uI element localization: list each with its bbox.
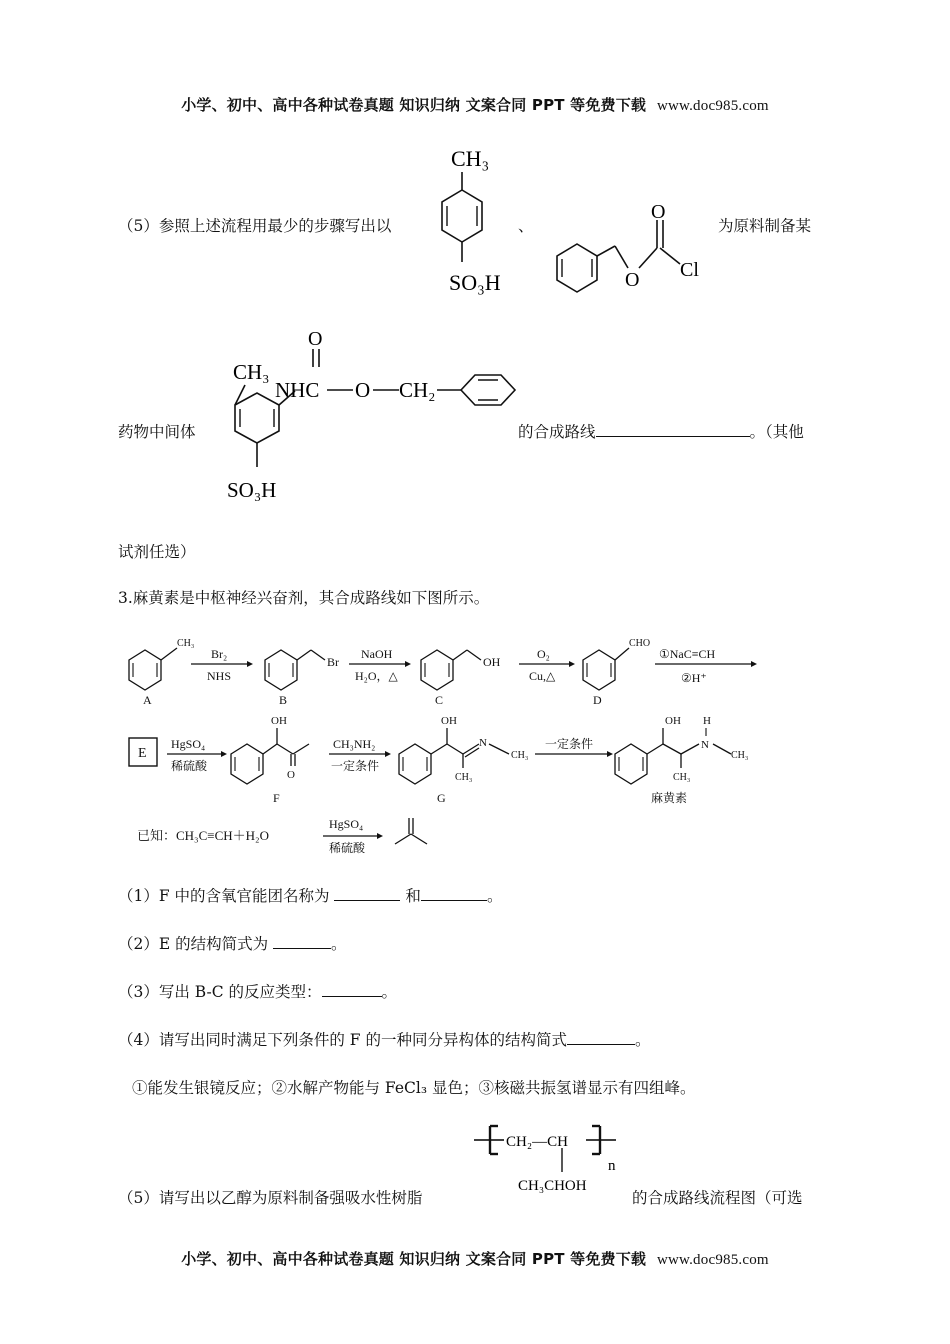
reagent-nacch: ①NaC≡CH — [659, 647, 716, 661]
ch3-label: CH₃ — [233, 360, 270, 384]
header-text: 小学、初中、高中各种试卷真题 知识归纳 文案合同 PPT 等免费下载 — [181, 96, 647, 114]
ch3-label: CH₃ — [451, 146, 490, 171]
oh-label: OH — [665, 715, 681, 727]
known-dilute-h2so4: 稀硫酸 — [329, 841, 366, 855]
nhc-label: NHC — [275, 378, 320, 402]
polymer-n: n — [608, 1158, 616, 1174]
known-hgso4: HgSO₄ — [329, 817, 364, 831]
ch3-label: CH₃ — [731, 750, 749, 761]
target-intermediate-structure — [205, 325, 525, 515]
reagent-br2: Br₂ — [211, 647, 228, 661]
known-reaction: 已知：CH₃C≡CH＋H₂O — [137, 828, 269, 843]
q3-sub1-and: 和 — [405, 887, 421, 905]
q5-suffix: 为原料制备某 — [718, 217, 812, 235]
o-carbonyl-label: O — [651, 201, 666, 223]
q3-sub1 — [118, 884, 502, 906]
q5-line2-prefix: 药物中间体 — [118, 423, 196, 441]
footer-text: 小学、初中、高中各种试卷真题 知识归纳 文案合同 PPT 等免费下载 — [181, 1250, 647, 1268]
reagent-hgso4: HgSO₄ — [171, 737, 206, 751]
so3h-label: SO₃H — [449, 270, 501, 295]
q3-sub1-end: 。 — [486, 887, 503, 905]
q3-sub5-prefix: （5）请写出以乙醇为原料制备强吸水性树脂 — [118, 1189, 423, 1207]
toluenesulfonic-acid-structure — [425, 140, 535, 300]
q3-sub2-end: 。 — [331, 935, 347, 953]
q3-sub2-text: （2）E 的结构简式为 — [118, 935, 269, 953]
ch3-label: CH₃ — [455, 772, 473, 783]
q5-line2-suffix — [518, 420, 804, 442]
q3-sub4-text: （4）请写出同时满足下列条件的 F 的一种同分异构体的结构简式 — [118, 1031, 567, 1049]
reagent-h2o: H₂O，△ — [355, 669, 398, 683]
footer-url: www.doc985.com — [656, 1252, 769, 1268]
reagent-h-plus: ②H⁺ — [681, 671, 707, 685]
q3-sub3 — [118, 980, 397, 1002]
label-f: F — [273, 791, 280, 805]
polymer-side-chain: CH₃CHOH — [518, 1178, 587, 1194]
header-url: www.doc985.com — [656, 98, 769, 114]
q5-separator: 、 — [518, 217, 534, 235]
q3-sub3-text: （3）写出 B-C 的反应类型： — [118, 983, 322, 1001]
cl-label: Cl — [680, 259, 699, 281]
q5-line3: 试剂任选） — [118, 543, 196, 561]
label-b: B — [279, 693, 288, 707]
ch3-label: CH₃ — [673, 772, 691, 783]
answer-blank[interactable] — [273, 934, 331, 949]
label-d: D — [593, 693, 602, 707]
ch2-label: CH₂ — [399, 378, 436, 402]
reagent-o2: O₂ — [537, 647, 550, 661]
q3-sub4 — [118, 1028, 651, 1050]
ch3-label: CH₃ — [511, 750, 529, 761]
q3-sub1-text: （1）F 中的含氧官能团名称为 — [118, 887, 330, 905]
oh-label: OH — [271, 715, 287, 727]
label-ephedrine: 麻黄素 — [651, 791, 688, 805]
q5-line2-end: 。（其他 — [749, 423, 804, 441]
so3h-label: SO₃H — [227, 478, 277, 502]
reagent-nhs: NHS — [207, 669, 232, 683]
q5-prefix: （5）参照上述流程用最少的步骤写出以 — [118, 217, 392, 235]
answer-blank[interactable] — [334, 886, 400, 901]
oh-label: OH — [441, 715, 457, 727]
o-label: O — [287, 769, 295, 781]
o-ether-label: O — [355, 378, 371, 402]
reagent-cu: Cu,△ — [529, 669, 556, 683]
reaction-scheme — [115, 630, 765, 855]
label-e: E — [138, 746, 147, 761]
oh-label: OH — [483, 655, 501, 669]
n-label: N — [701, 739, 709, 751]
label-g: G — [437, 791, 446, 805]
q3-sub5-suffix: 的合成路线流程图（可选 — [632, 1189, 803, 1207]
page-footer — [0, 1248, 950, 1269]
h-label: H — [703, 715, 711, 727]
reagent-naoh: NaOH — [361, 647, 393, 661]
q3-sub4-end: 。 — [634, 1031, 651, 1049]
answer-blank[interactable] — [596, 422, 750, 437]
reagent-dilute-h2so4: 稀硫酸 — [171, 759, 208, 773]
reagent-conditions-2: 一定条件 — [545, 737, 594, 751]
q3-sub2 — [118, 932, 347, 954]
answer-blank[interactable] — [567, 1030, 635, 1045]
polymer-backbone: CH₂—CH — [506, 1134, 568, 1150]
o-carbonyl-label: O — [308, 328, 323, 350]
q5-line2-suffix-text: 的合成路线 — [518, 423, 596, 441]
o-ether-label: O — [625, 269, 640, 291]
br-label: Br — [327, 655, 339, 669]
label-c: C — [435, 693, 444, 707]
cho-label: CHO — [629, 638, 651, 649]
q3-conditions: ①能发生银镜反应；②水解产物能与 FeCl₃ 显色；③核磁共振氢谱显示有四组峰。 — [132, 1079, 696, 1097]
reagent-conditions: 一定条件 — [331, 759, 380, 773]
answer-blank[interactable] — [421, 886, 487, 901]
ch3-label: CH₃ — [177, 638, 195, 649]
reagent-ch3nh2: CH₃NH₂ — [333, 737, 376, 751]
page-header — [0, 94, 950, 115]
q3-sub3-end: 。 — [381, 983, 398, 1001]
label-a: A — [143, 693, 152, 707]
q3-intro: 3.麻黄素是中枢神经兴奋剂，其合成路线如下图所示。 — [118, 589, 490, 607]
benzyl-chloroformate-structure — [535, 198, 715, 308]
n-label: N — [479, 737, 487, 749]
polymer-structure — [470, 1112, 630, 1202]
answer-blank[interactable] — [322, 982, 382, 997]
